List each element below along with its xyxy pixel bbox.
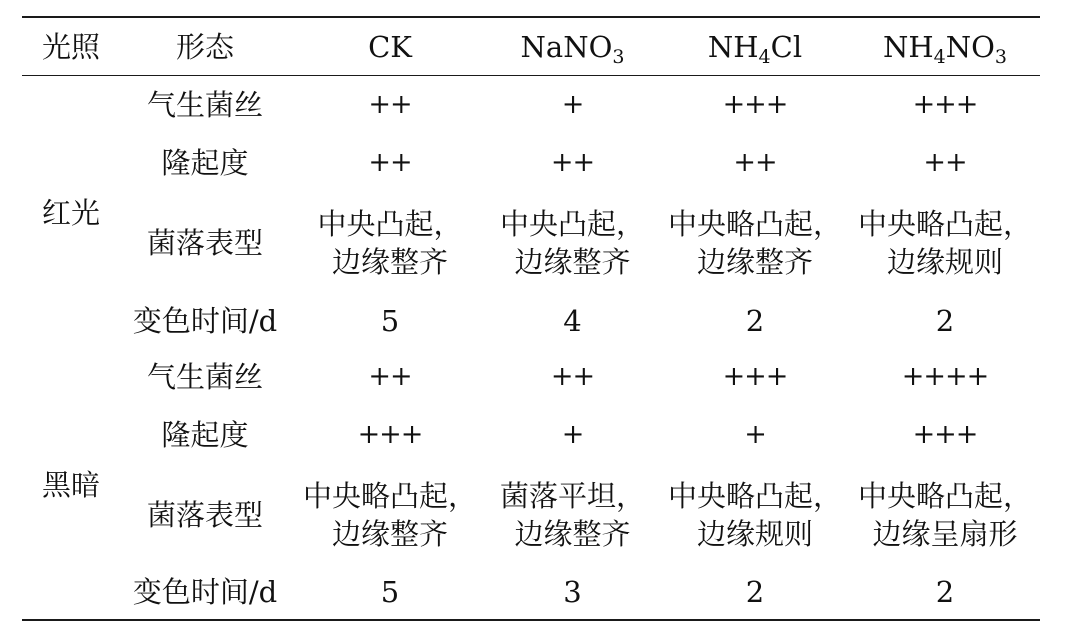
table-cell: +: [561, 419, 584, 450]
table-cell: 中央略凸起， 边缘呈扇形: [857, 479, 1032, 551]
table-cell: +++: [912, 88, 978, 120]
row-form-label: 气生菌丝: [146, 359, 263, 394]
table-cell: 中央略凸起， 边缘规则: [857, 207, 1032, 279]
row-form-label: 气生菌丝: [146, 87, 263, 122]
table-cell: ++: [733, 147, 777, 178]
table-cell: 4: [563, 303, 582, 338]
header-nano3: NaNO$_3$: [520, 29, 625, 68]
table-cell: ++: [368, 88, 412, 120]
table-cell: 2: [935, 575, 955, 609]
table-cell: 5: [380, 575, 400, 609]
header-light: 光照: [41, 29, 100, 64]
table-cell: ++: [368, 147, 412, 178]
table-cell: +++: [912, 419, 978, 450]
table-cell: 菌落平坦， 边缘整齐: [499, 479, 645, 551]
row-form-label: 变色时间/d: [132, 303, 278, 338]
table-cell: ++: [550, 360, 595, 392]
header-ck: CK: [368, 29, 412, 64]
header-form: 形态: [175, 29, 234, 64]
row-form-label: 隆起度: [161, 418, 249, 452]
table-cell: +: [561, 88, 584, 120]
table-cell: 中央凸起， 边缘整齐: [499, 207, 645, 279]
bottom-rule: [22, 619, 1040, 621]
table-cell: ++: [550, 147, 595, 178]
table-cell: 5: [380, 303, 400, 338]
header-nh4no3: $NH_4NO_3$: [882, 29, 1007, 68]
table-cell: 3: [563, 575, 582, 609]
table-cell: 2: [935, 303, 955, 338]
table-cell: 中央略凸起， 边缘整齐: [302, 479, 477, 551]
table-cell: ++++: [901, 360, 989, 392]
table-cell: 中央略凸起， 边缘整齐: [667, 207, 842, 279]
table-cell: +++: [357, 419, 423, 450]
table-cell: +: [744, 419, 766, 450]
group-label-dark: 黑暗: [41, 468, 100, 502]
group-label-red-light: 红光: [41, 196, 100, 230]
table-cell: +++: [722, 88, 788, 120]
table-cell: ++: [368, 360, 412, 392]
table-cell: 2: [745, 303, 765, 338]
header-nh4cl: $NH_4Cl$: [707, 29, 803, 68]
table-cell: +++: [722, 360, 788, 392]
row-form-label: 变色时间/d: [132, 575, 278, 609]
row-form-label: 菌落表型: [146, 498, 263, 532]
row-form-label: 菌落表型: [146, 226, 263, 260]
row-form-label: 隆起度: [161, 146, 249, 180]
table-cell: ++: [923, 147, 967, 178]
table-cell: 中央凸起， 边缘整齐: [317, 207, 463, 279]
table-cell: 中央略凸起， 边缘规则: [667, 479, 842, 551]
table-cell: 2: [745, 575, 765, 609]
